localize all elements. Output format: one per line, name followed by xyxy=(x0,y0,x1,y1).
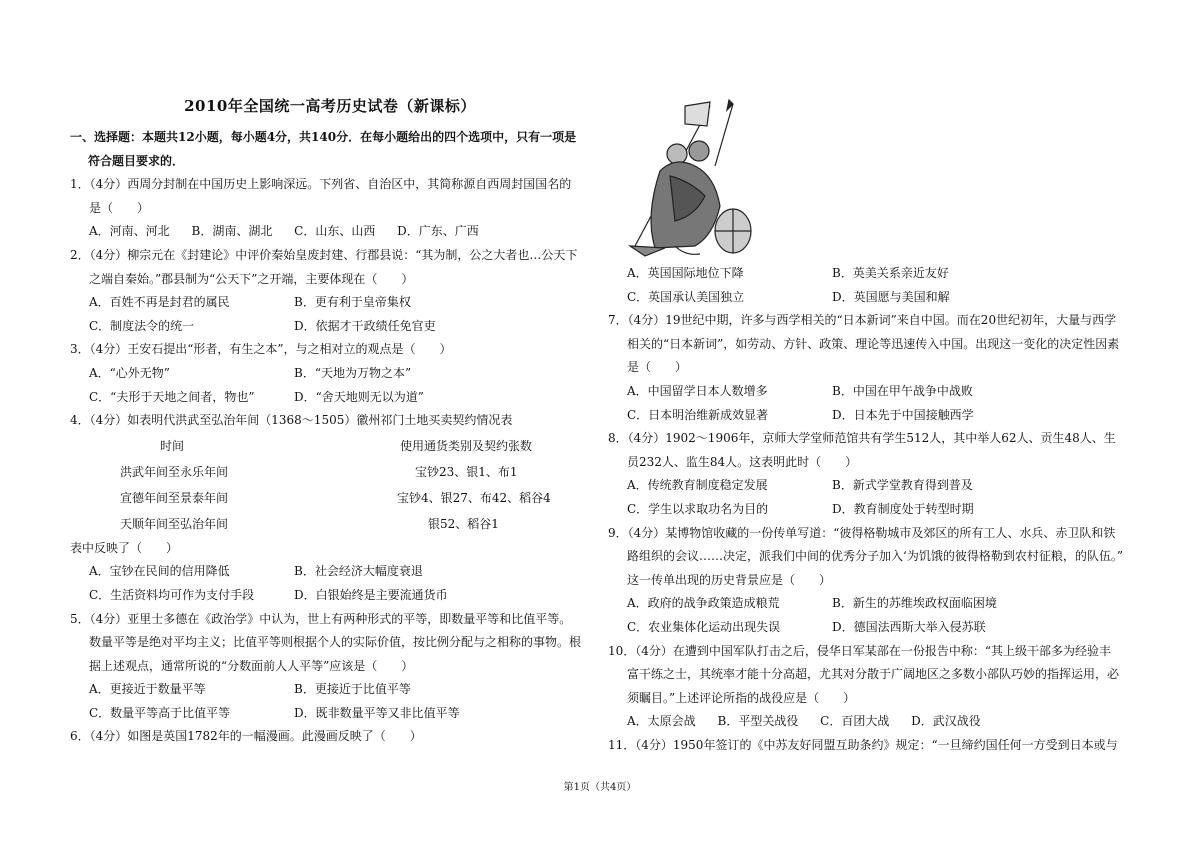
question-7: 7．（4分）19世纪中期，许多与西学相关的“日本新词”来自中国。而在20世纪初年，大量与西学 xyxy=(608,313,1117,328)
option-d: D．教育制度处于转型时期 xyxy=(832,501,974,516)
option-d: D．德国法西斯大举入侵苏联 xyxy=(832,619,986,634)
option-d: D．武汉战役 xyxy=(911,714,981,729)
question-10: 10．（4分）在遭到中国军队打击之后，侵华日军某部在一份报告中称：“其上级干部多为经验丰 xyxy=(608,643,1112,658)
table-row xyxy=(70,459,551,485)
question-2: 2．（4分）柳宗元在《封建论》中评价秦始皇废封建、行郡县说：“其为制，公之大者也…公天下 xyxy=(70,247,578,262)
question-7-options-ab xyxy=(608,380,1130,404)
question-5-options-ab xyxy=(70,678,590,702)
option-a: A．“心外无物” xyxy=(89,365,170,380)
question-8-cont: 员232人、监生84人。这表明此时（ ） xyxy=(627,454,858,469)
left-column xyxy=(70,95,590,749)
table-cell: 银52、稻谷1 xyxy=(428,517,499,532)
question-6: 6．（4分）如图是英国1782年的一幅漫画。此漫画反映了（ ） xyxy=(70,729,422,744)
option-a: A．河南、河北 xyxy=(89,224,170,239)
option-b: B．新式学堂教育得到普及 xyxy=(832,478,973,493)
table-cell: 宝钞23、银1、布1 xyxy=(415,465,518,480)
option-d: D．英国愿与美国和解 xyxy=(832,289,950,304)
option-a: A．太原会战 xyxy=(627,714,696,729)
option-c: C．数量平等高于比值平等 xyxy=(89,705,231,720)
option-a: A．百姓不再是封君的属民 xyxy=(89,295,230,310)
table-header-row xyxy=(70,433,551,459)
option-c: C．“夫形于天地之间者，物也” xyxy=(89,389,255,404)
option-b: B．平型关战役 xyxy=(717,714,799,729)
option-b: B．新生的苏维埃政权面临困境 xyxy=(832,596,997,611)
question-2-options-cd xyxy=(70,315,590,339)
option-a: A．中国留学日本人数增多 xyxy=(627,383,768,398)
question-5-cont: 数量平等是绝对平均主义；比值平等则根据个人的实际价值，按比例分配与之相称的事物。根 xyxy=(89,635,582,650)
question-9-cont2: 这一传单出现的历史背景应是（ ） xyxy=(627,572,832,587)
question-9-cont: 路组织的会议……决定，派我们中间的优秀分子加入‘为饥饿的彼得格勒到农村征粮，的队伍。” xyxy=(627,549,1123,564)
option-a: A．宝钞在民间的信用降低 xyxy=(89,564,230,579)
question-8: 8．（4分）1902～1906年，京师大学堂师范馆共有学生512人，其中举人62人、贡生48人、生 xyxy=(608,431,1116,446)
question-8-options-cd xyxy=(608,498,1130,522)
question-3-options-ab xyxy=(70,362,590,386)
question-1-options xyxy=(70,220,590,244)
question-3: 3．（4分）王安石提出“形者，有生之本”，与之相对立的观点是（ ） xyxy=(70,342,452,357)
question-1-cont: 是（ ） xyxy=(89,200,150,215)
option-a: A．更接近于数量平等 xyxy=(89,682,206,697)
question-4-after: 表中反映了（ ） xyxy=(70,540,179,555)
option-c: C．生活资料均可作为支付手段 xyxy=(89,587,255,602)
question-7-cont2: 是（ ） xyxy=(627,360,688,375)
question-3-options-cd xyxy=(70,386,590,410)
option-a: A．英国国际地位下降 xyxy=(627,266,744,280)
option-d: D．“舍天地则无以为道” xyxy=(294,389,424,404)
question-4-options-cd xyxy=(70,584,590,608)
option-d: D．依据才干政绩任免官吏 xyxy=(294,318,436,333)
option-b: B．英美关系亲近友好 xyxy=(832,266,949,280)
question-9-options-cd xyxy=(608,616,1130,640)
option-c: C．日本明治维新成效显著 xyxy=(627,407,769,422)
option-b: B．更有利于皇帝集权 xyxy=(294,295,411,310)
section-heading-cont: 符合题目要求的． xyxy=(88,153,185,168)
option-d: D．日本先于中国接触西学 xyxy=(832,407,974,422)
question-4-options-ab xyxy=(70,560,590,584)
question-10-cont2: 须瞩目。”上述评论所指的战役应是（ ） xyxy=(627,690,856,705)
option-b: B．社会经济大幅度衰退 xyxy=(294,564,423,579)
option-d: D．广东、广西 xyxy=(397,224,479,239)
question-9: 9．（4分）某博物馆收藏的一份传单写道：“彼得格勒城市及郊区的所有工人、水兵、赤卫队和铁 xyxy=(608,525,1116,540)
question-7-cont: 相关的“日本新词”，如劳动、方针、政策、理论等迅速传入中国。出现这一变化的决定性因素 xyxy=(627,336,1120,351)
table-row xyxy=(70,485,551,511)
option-c: C．学生以求取功名为目的 xyxy=(627,501,769,516)
right-column xyxy=(608,262,1130,757)
question-2-options-ab xyxy=(70,291,590,315)
option-b: B．中国在甲午战争中战败 xyxy=(832,383,973,398)
question-5-options-cd xyxy=(70,702,590,726)
question-10-cont: 富干练之士，其统率才能十分高超，尤其对分散于广阔地区之多数小部队巧妙的指挥运用，必 xyxy=(627,667,1120,682)
option-b: B．湖南、湖北 xyxy=(191,224,273,239)
table-header-time: 时间 xyxy=(160,439,185,454)
option-c: C．百团大战 xyxy=(820,714,890,729)
question-7-options-cd xyxy=(608,404,1130,428)
question-5-cont2: 据上述观点，通常所说的“分数面前人人平等”应该是（ ） xyxy=(89,658,414,673)
table-cell: 宝钞4、银27、布42、稻谷4 xyxy=(397,491,551,506)
option-d: D．既非数量平等又非比值平等 xyxy=(294,705,460,720)
question-6-options-cd xyxy=(608,286,1130,310)
option-c: C．制度法令的统一 xyxy=(89,318,195,333)
table-header-currency: 使用通货类别及契约张数 xyxy=(400,439,533,454)
page-title: 2010年全国统一高考历史试卷（新课标） xyxy=(184,97,476,115)
question-1: 1．（4分）西周分封制在中国历史上影响深远。下列省、自治区中，其简称源自西周封国国名的 xyxy=(70,177,572,192)
table-cell: 宣德年间至景泰年间 xyxy=(120,491,229,506)
option-a: A．政府的战争政策造成粮荒 xyxy=(627,596,780,611)
question-10-options xyxy=(608,710,1130,734)
page-footer: 第1页（共4页） xyxy=(563,782,637,793)
question-2-cont: 之端自秦始。”郡县制为“公天下”之开端，主要体现在（ ） xyxy=(89,271,414,286)
option-c: C．英国承认美国独立 xyxy=(627,289,745,304)
contract-table xyxy=(70,433,551,537)
question-6-options-ab xyxy=(608,262,1130,286)
question-4: 4．（4分）如表明代洪武至弘治年间（1368～1505）徽州祁门土地买卖契约情况表 xyxy=(70,413,513,428)
table-cell: 天顺年间至弘治年间 xyxy=(120,517,229,532)
option-b: B．更接近于比值平等 xyxy=(294,682,411,697)
option-c: C．农业集体化运动出现失误 xyxy=(627,619,781,634)
question-11: 11．（4分）1950年签订的《中苏友好同盟互助条约》规定：“一旦缔约国任何一方受到日本或与 xyxy=(608,737,1118,752)
option-b: B．“天地为万物之本” xyxy=(294,365,412,380)
option-a: A．传统教育制度稳定发展 xyxy=(627,478,768,493)
table-cell: 洪武年间至永乐年间 xyxy=(120,465,229,480)
section-heading: 一、选择题：本题共12小题，每小题4分，共140分．在每小题给出的四个选项中，只有一项是 xyxy=(70,130,577,144)
table-row xyxy=(70,511,551,537)
option-d: D．白银始终是主要流通货币 xyxy=(294,587,448,602)
option-c: C．山东、山西 xyxy=(294,224,376,239)
question-9-options-ab xyxy=(608,592,1130,616)
cartoon-1782-illustration xyxy=(615,96,755,261)
question-5: 5．（4分）亚里士多德在《政治学》中认为，世上有两种形式的平等，即数量平等和比值平等。 xyxy=(70,611,572,626)
question-8-options-ab xyxy=(608,474,1130,498)
